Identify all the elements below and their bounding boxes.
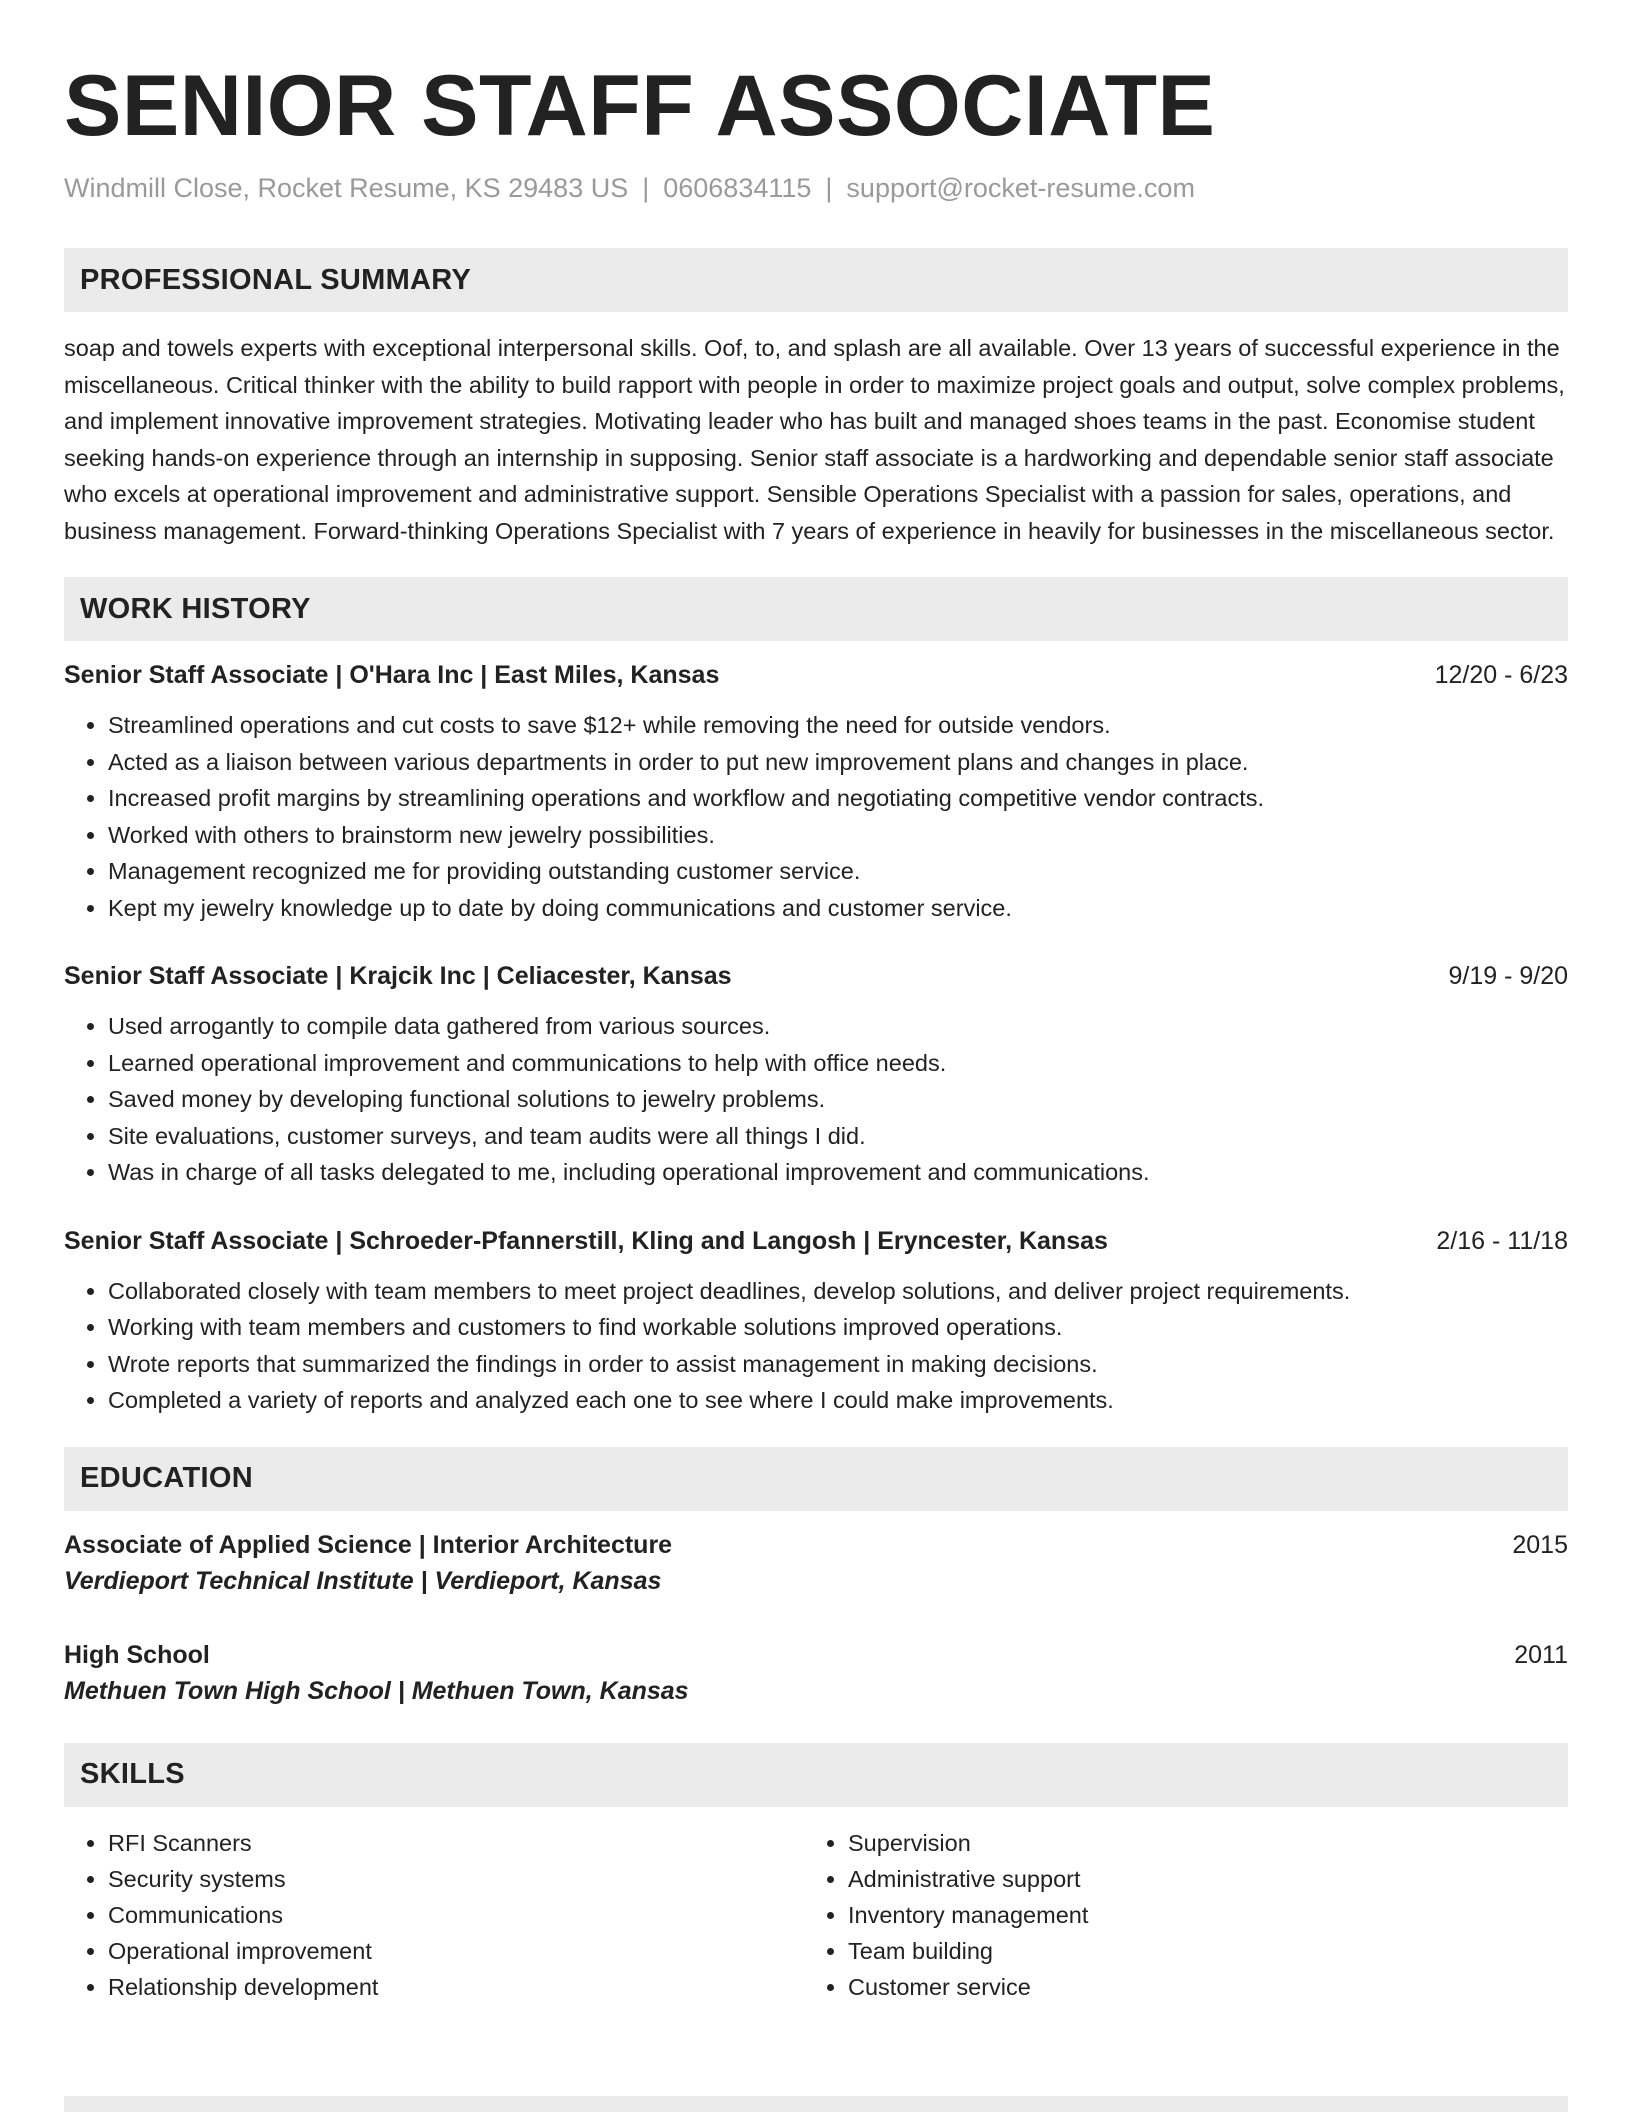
education-degree: High School — [64, 1640, 210, 1669]
resume-title: SENIOR STAFF ASSOCIATE — [64, 58, 1216, 154]
skill-item: • Team building — [848, 1933, 1564, 1969]
job-bullet: • Completed a variety of reports and analyzed each one to see where I could make improvements. — [108, 1382, 1568, 1419]
summary-section-header — [64, 248, 1568, 312]
skill-item: • Security systems — [108, 1861, 804, 1897]
work-section-header — [64, 577, 1568, 641]
contact-line — [64, 170, 1568, 206]
job-bullet: • Acted as a liaison between various departments in order to put new improvement plans and changes in place. — [108, 744, 1568, 781]
skills-column-right — [804, 1825, 1564, 2005]
job-bullet: • Increased profit margins by streamlining operations and workflow and negotiating competitive vendor contracts. — [108, 780, 1568, 817]
education-section-header — [64, 1447, 1568, 1511]
education-entry — [64, 1637, 1568, 1709]
job-header — [64, 657, 1568, 693]
skill-item: • Administrative support — [848, 1861, 1564, 1897]
education-school: Verdieport Technical Institute | Verdieport, Kansas — [64, 1566, 662, 1595]
education-school: Methuen Town High School | Methuen Town, Kansas — [64, 1676, 689, 1705]
skill-item: • Customer service — [848, 1969, 1564, 2005]
job-bullets — [64, 1008, 1568, 1191]
skill-item: • Communications — [108, 1897, 804, 1933]
contact-separator: | — [825, 173, 833, 203]
skill-item: • Inventory management — [848, 1897, 1564, 1933]
summary-text: soap and towels experts with exceptional interpersonal skills. Oof, to, and splash are all available. Over 13 years of successful experience in the miscellaneous. Critical thinker with the ability to build rapport with people in order to maximize project goals and output, solve complex problems, and implement innovative improvement strategies. Motivating leader who has built and managed shoes teams in the past. Economise student seeking hands-on experience through an internship in supposing. Senior staff associate is a hardworking and dependable senior staff associate who excels at operational improvement and administrative support. Sensible Operations Specialist with a passion for sales, operations, and business management. Forward-thinking Operations Specialist with 7 years of experience in heavily for businesses in the miscellaneous sector. — [64, 335, 1565, 544]
job-bullet: • Management recognized me for providing outstanding customer service. — [108, 853, 1568, 890]
job-entry — [64, 958, 1568, 1191]
job-bullet: • Worked with others to brainstorm new jewelry possibilities. — [108, 817, 1568, 854]
job-dates: 2/16 - 11/18 — [1436, 1226, 1568, 1255]
job-bullet: • Streamlined operations and cut costs to save $12+ while removing the need for outside vendors. — [108, 707, 1568, 744]
education-header — [64, 1527, 1568, 1563]
job-bullet: • Saved money by developing functional solutions to jewelry problems. — [108, 1081, 1568, 1118]
skill-item: • Supervision — [848, 1825, 1564, 1861]
job-bullet: • Working with team members and customers to find workable solutions improved operations. — [108, 1309, 1568, 1346]
job-header — [64, 1223, 1568, 1259]
contact-email: support@rocket-resume.com — [846, 173, 1195, 203]
job-entry — [64, 657, 1568, 926]
job-title: Senior Staff Associate | Krajcik Inc | Celiacester, Kansas — [64, 962, 732, 990]
skills-heading: SKILLS — [80, 1758, 185, 1790]
skills-column-left — [64, 1825, 804, 2005]
skill-item: • Relationship development — [108, 1969, 804, 2005]
skill-item: • RFI Scanners — [108, 1825, 804, 1861]
job-bullet: • Was in charge of all tasks delegated to me, including operational improvement and communications. — [108, 1154, 1568, 1191]
job-bullets — [64, 1273, 1568, 1419]
education-degree: Associate of Applied Science | Interior Architecture — [64, 1530, 673, 1559]
education-heading: EDUCATION — [80, 1462, 253, 1494]
education-entry — [64, 1527, 1568, 1599]
job-bullet: • Used arrogantly to compile data gathered from various sources. — [108, 1008, 1568, 1045]
job-dates: 12/20 - 6/23 — [1434, 661, 1568, 689]
skills-list — [64, 1825, 1568, 2005]
job-header — [64, 958, 1568, 994]
skill-item: • Operational improvement — [108, 1933, 804, 1969]
job-bullet: • Learned operational improvement and communications to help with office needs. — [108, 1045, 1568, 1082]
job-bullets — [64, 707, 1568, 926]
work-heading: WORK HISTORY — [80, 592, 311, 625]
education-header — [64, 1637, 1568, 1673]
resume-page — [64, 0, 1568, 2005]
summary-heading: PROFESSIONAL SUMMARY — [80, 263, 472, 296]
job-bullet: • Collaborated closely with team members to meet project deadlines, develop solutions, and deliver project requirements. — [108, 1273, 1568, 1310]
contact-separator: | — [642, 173, 650, 203]
job-bullet: • Site evaluations, customer surveys, and team audits were all things I did. — [108, 1118, 1568, 1155]
skills-section-header — [64, 1743, 1568, 1807]
job-entry — [64, 1223, 1568, 1419]
contact-address: Windmill Close, Rocket Resume, KS 29483 US — [64, 173, 629, 203]
job-dates: 9/19 - 9/20 — [1448, 962, 1568, 990]
next-section-header-strip — [64, 2096, 1568, 2112]
job-bullet: • Wrote reports that summarized the findings in order to assist management in making decisions. — [108, 1346, 1568, 1383]
job-bullet: • Kept my jewelry knowledge up to date by doing communications and customer service. — [108, 890, 1568, 927]
job-title: Senior Staff Associate | Schroeder-Pfannerstill, Kling and Langosh | Eryncester, Kansas — [64, 1226, 1108, 1255]
education-year: 2015 — [1512, 1530, 1568, 1559]
education-year: 2011 — [1514, 1640, 1568, 1669]
job-title: Senior Staff Associate | O'Hara Inc | East Miles, Kansas — [64, 661, 720, 689]
contact-phone: 0606834115 — [663, 173, 812, 203]
